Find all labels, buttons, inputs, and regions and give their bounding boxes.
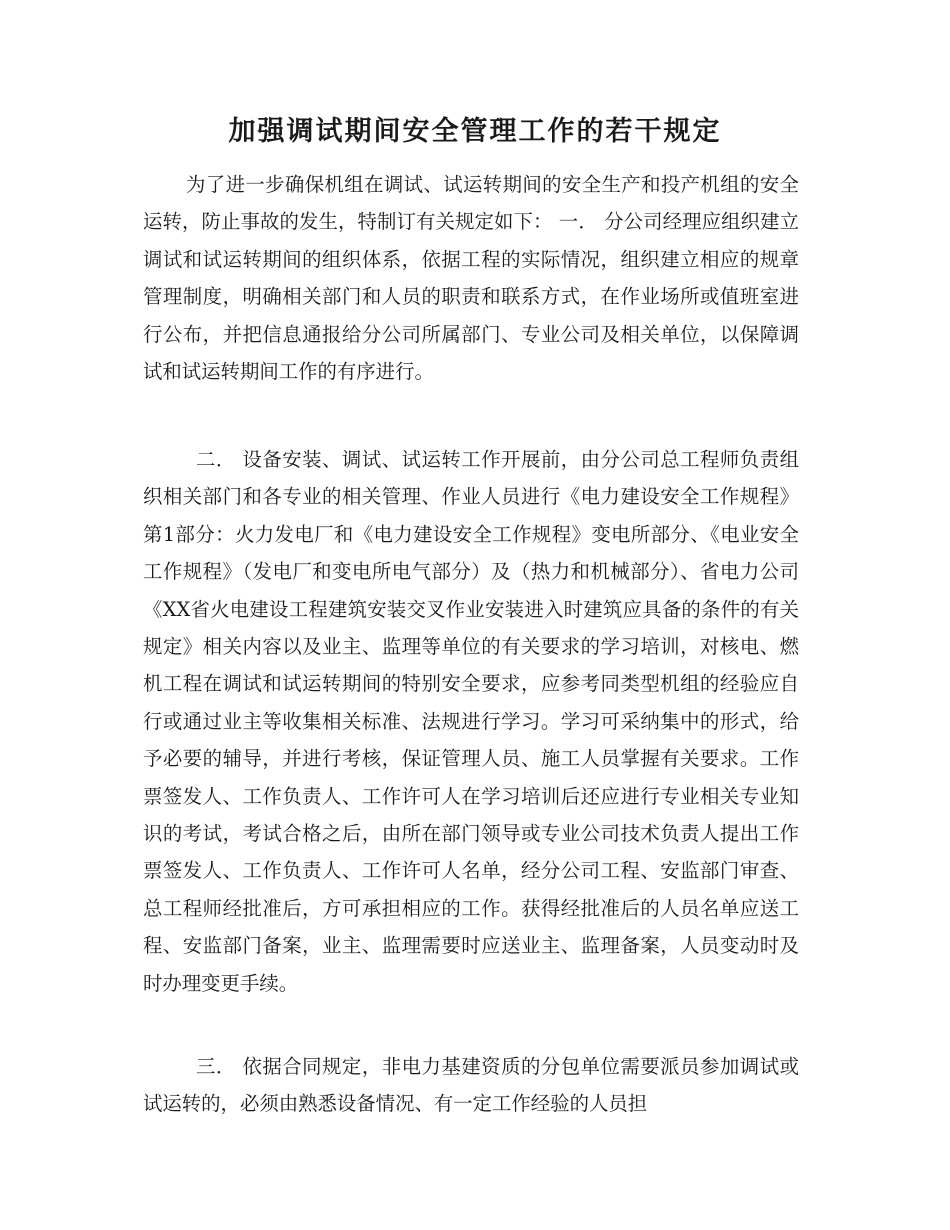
paragraph-section-2: 二． 设备安装、调试、试运转工作开展前，由分公司总工程师负责组织相关部门和各专业的相关管理、作业人员进行《电力建设安全工作规程》第1部分：火力发电厂和《电力建设安全工作规程》变电所部分、《电业安全工作规程》（发电厂和变电所电气部分）及（热力和机械部分）、省电力公司《XX省火电建设工程建筑安装交叉作业安装进入时建筑应具备的条件的有关规定》相关内容以及业主、监理等单位的有关要求的学习培训，对核电、燃机工程在调试和试运转期间的特别安全要求，应参考同类型机组的经验应自行或通过业主等收集相关标准、法规进行学习。学习可采纳集中的形式，给予必要的辅导，并进行考核，保证管理人员、施工人员掌握有关要求。工作票签发人、工作负责人、工作许可人在学习培训后还应进行专业相关专业知识的考试，考试合格之后，由所在部门领导或专业公司技术负责人提出工作票签发人、工作负责人、工作许可人名单，经分公司工程、安监部门审查、总工程师经批准后，方可承担相应的工作。获得经批准后的人员名单应送工程、安监部门备案，业主、监理需要时应送业主、监理备案，人员变动时及时办理变更手续。: [143, 448, 799, 995]
paragraph-intro: 为了进一步确保机组在调试、试运转期间的安全生产和投产机组的安全运转，防止事故的发生，特制订有关规定如下： 一． 分公司经理应组织建立调试和试运转期间的组织体系，依据工程的实际情况，组织建立相应的规章管理制度，明确相关部门和人员的职责和联系方式，在作业场所或值班室进行公布，并把信息通报给分公司所属部门、专业公司及相关单位，以保障调试和试运转期间工作的有序进行。: [143, 173, 799, 384]
paragraph-section-3: 三． 依据合同规定，非电力基建资质的分包单位需要派员参加调试或试运转的，必须由熟悉设备情况、有一定工作经验的人员担: [143, 1055, 799, 1116]
document-title: 加强调试期间安全管理工作的若干规定: [228, 116, 722, 147]
